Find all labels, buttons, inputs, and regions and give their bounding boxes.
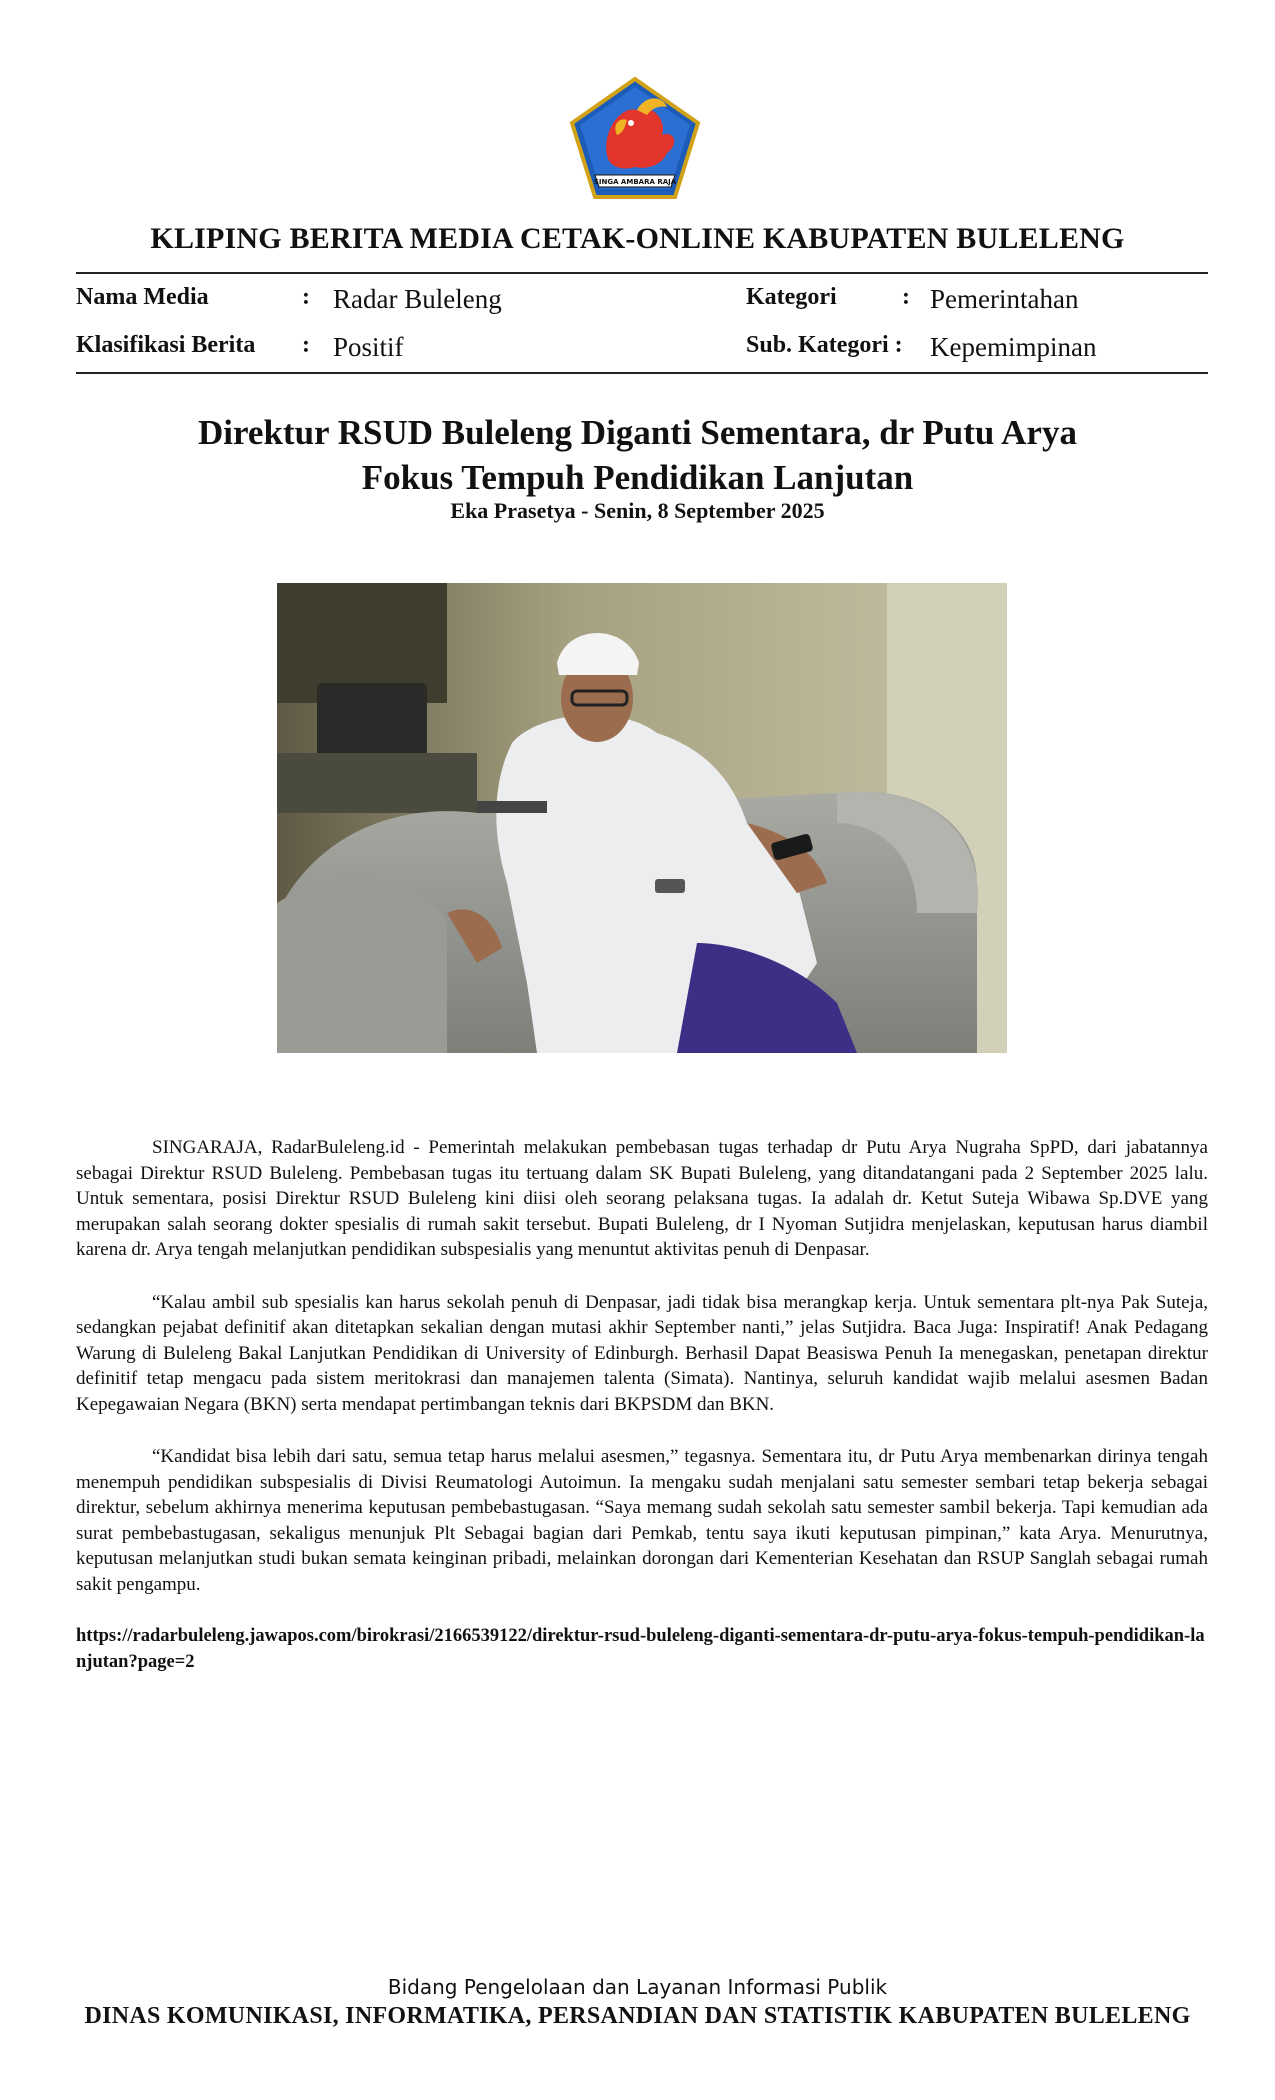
category-separator: : bbox=[902, 284, 910, 310]
headline-line-2: Fokus Tempuh Pendidikan Lanjutan bbox=[361, 458, 914, 497]
subcategory-label: Sub. Kategori : bbox=[746, 332, 903, 358]
footer-department: Bidang Pengelolaan dan Layanan Informasi Publik bbox=[387, 1975, 888, 1999]
classification-value: Positif bbox=[333, 332, 404, 362]
footer-agency: DINAS KOMUNIKASI, INFORMATIKA, PERSANDIAN DAN STATISTIK KABUPATEN BULELENG bbox=[84, 2003, 1191, 2029]
bottom-divider bbox=[76, 372, 1208, 374]
category-value: Pemerintahan bbox=[930, 284, 1079, 314]
article-paragraph-1: SINGARAJA, RadarBuleleng.id - Pemerintah melakukan pembebasan tugas terhadap dr Putu Arya Nugraha SpPD, dari jabatannya sebagai Direktur RSUD Buleleng. Pembebasan tugas itu tertuang dalam SK Bupati Buleleng, yang ditandatangani pada 2 September 2025 lalu. Untuk sementara, posisi Direktur RSUD Buleleng kini diisi oleh seorang pelaksana tugas. Ia adalah dr. Ketut Suteja Wibawa Sp.DVE yang merupakan salah seorang dokter spesialis di rumah sakit tersebut. Bupati Buleleng, dr I Nyoman Sutjidra menjelaskan, keputusan harus diambil karena dr. Arya tengah melanjutkan pendidikan subspesialis yang menuntut aktivitas penuh di Denpasar. bbox=[76, 1137, 1208, 1260]
article-byline: Eka Prasetya - Senin, 8 September 2025 bbox=[450, 498, 825, 523]
article-paragraph-2: “Kalau ambil sub spesialis kan harus sekolah penuh di Denpasar, jadi tidak bisa merangkap kerja. Untuk sementara plt-nya Pak Suteja, sedangkan pejabat definitif akan ditetapkan sekalian dengan mutasi akhir September nanti,” jelas Sutjidra. Baca Juga: Inspiratif! Anak Pedagang Warung di Buleleng Bakal Lanjutkan Pendidikan di University of Edinburgh. Berhasil Dapat Beasiswa Penuh Ia menegaskan, penetapan direktur definitif tetap mengacu pada sistem meritokrasi dan manajemen talenta (Simata). Nantinya, seluruh kandidat wajib melalui asesmen Badan Kepegawaian Negara (BKN) serta mendapat pertimbangan teknis dari BKPSDM dan BKN. bbox=[76, 1291, 1208, 1415]
article-body bbox=[76, 1135, 1208, 1702]
buleleng-crest-logo bbox=[567, 75, 703, 201]
article-headline bbox=[100, 410, 1175, 500]
subcategory-value: Kepemimpinan bbox=[930, 332, 1097, 362]
classification-separator: : bbox=[302, 332, 310, 358]
headline-line-1: Direktur RSUD Buleleng Diganti Sementara, dr Putu Arya bbox=[198, 413, 1077, 452]
top-divider bbox=[76, 272, 1208, 274]
article-paragraph-3: “Kandidat bisa lebih dari satu, semua tetap harus melalui asesmen,” tegasnya. Sementara itu, dr Putu Arya membenarkan dirinya tengah menempuh pendidikan subspesialis di Divisi Reumatologi Autoimun. Ia mengaku sudah menjalani satu semester sembari tetap bekerja sebagai direktur, sebelum akhirnya menerima keputusan pembebastugasan. “Saya memang sudah sekolah satu semester sambil bekerja. Tapi kemudian ada surat pembebastugasan, sekaligus menunjuk Plt Sebagai bagian dari Pemkab, tentu saya ikuti keputusan pimpinan,” kata Arya. Menurutnya, keputusan melanjutkan studi bukan semata keinginan pribadi, melainkan dorongan dari Kementerian Kesehatan dan RSUP Sanglah sebagai rumah sakit pengampu. bbox=[76, 1446, 1208, 1595]
category-label: Kategori bbox=[746, 284, 837, 310]
clipping-title: KLIPING BERITA MEDIA CETAK-ONLINE KABUPATEN BULELENG bbox=[150, 222, 1125, 255]
classification-label: Klasifikasi Berita bbox=[76, 332, 256, 358]
svg-text:SINGA AMBARA RAJA: SINGA AMBARA RAJA bbox=[593, 178, 677, 186]
media-separator: : bbox=[302, 284, 310, 310]
article-photo bbox=[277, 583, 1007, 1053]
media-label: Nama Media bbox=[76, 284, 209, 310]
media-value: Radar Buleleng bbox=[333, 284, 502, 314]
source-url-link[interactable]: https://radarbuleleng.jawapos.com/birokrasi/2166539122/direktur-rsud-buleleng-diganti-sementara-dr-putu-arya-fokus-tempuh-pendidikan-lanjutan?page=2 bbox=[76, 1626, 1205, 1672]
